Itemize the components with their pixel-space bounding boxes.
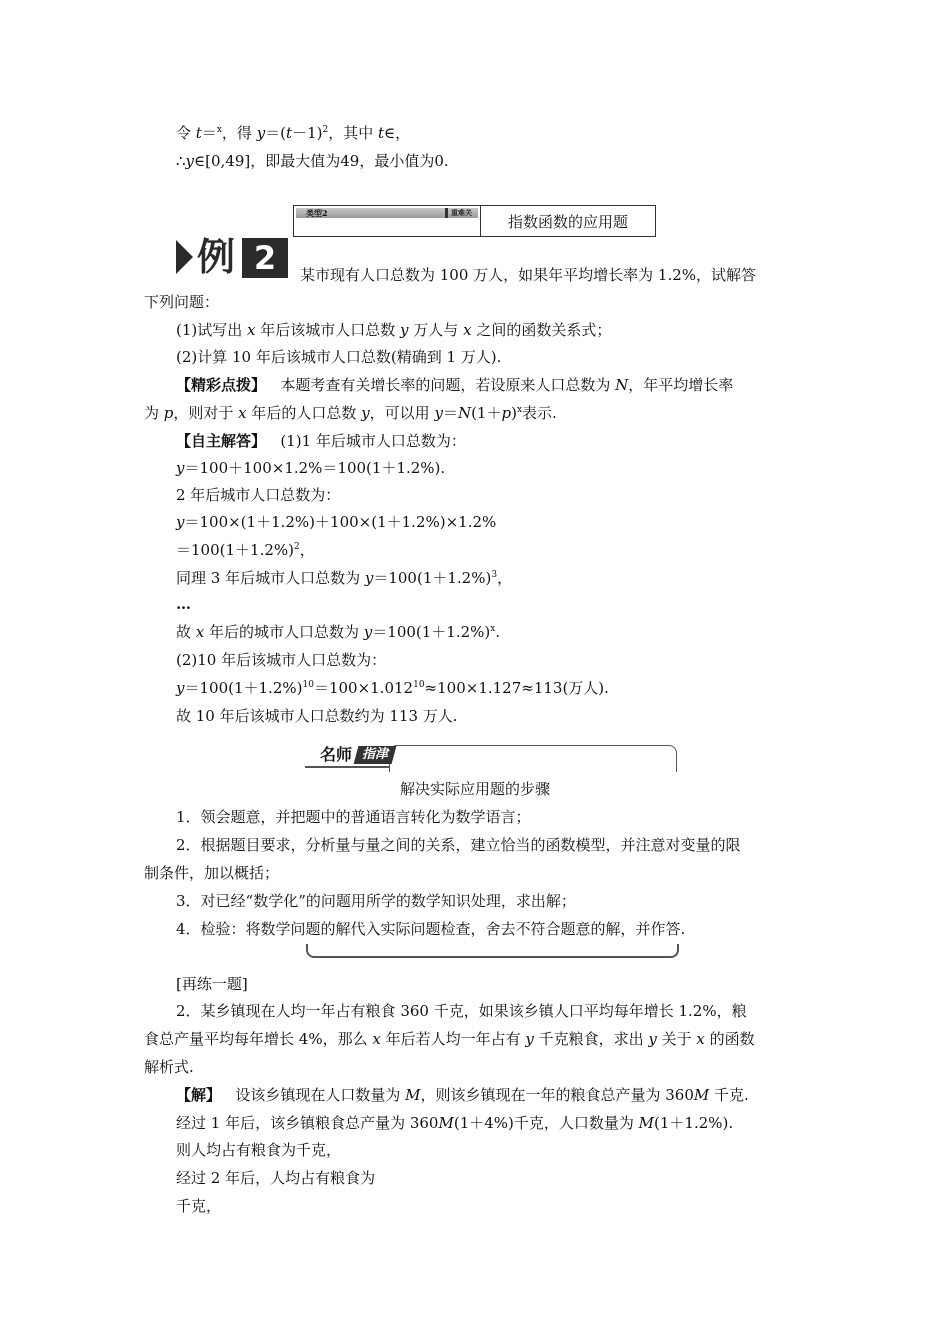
type-header bbox=[293, 205, 656, 237]
answer-line-5: 千克， bbox=[176, 1197, 222, 1215]
example-question-1: (1)试写出 x 年后该城市人口总数 y 万人与 x 之间的函数关系式； bbox=[176, 321, 612, 339]
tip-badge-label: 名师 bbox=[320, 745, 353, 764]
type-label: 类型2 bbox=[306, 208, 328, 218]
tip-step-3: 3．对已经“数学化”的问题用所学的数学知识处理，求出解； bbox=[176, 892, 576, 910]
example-question-2: (2)计算 10 年后该城市人口总数(精确到 1 万人). bbox=[176, 348, 502, 366]
solution-line-8: 故 x 年后的城市人口总数为 $y=100(1+1.2\%)^x$. bbox=[176, 623, 501, 641]
answer-line-3: 则人均占有粮食为千克， bbox=[176, 1141, 342, 1159]
tip-step-1: 1．领会题意，并把题中的普通语言转化为数学语言； bbox=[176, 808, 531, 826]
example-badge bbox=[176, 234, 288, 280]
tip-step-2-cont: 制条件，加以概括； bbox=[144, 864, 280, 882]
example-char: 例 bbox=[197, 235, 236, 279]
solution-line-1: 【自主解答】 (1)1 年后城市人口总数为： bbox=[176, 432, 466, 450]
tip-frame bbox=[389, 745, 677, 772]
tip-title: 解决实际应用题的步骤 bbox=[399, 780, 550, 798]
solution-line-3: 2 年后城市人口总数为： bbox=[176, 486, 341, 504]
solution-line-6: 同理 3 年后城市人口总数为 $y=100(1+1.2\%)^3$， bbox=[176, 569, 513, 587]
solution-line-ellipsis: … bbox=[176, 595, 191, 613]
intro-line-2: ∴y∈[0,49]，即最大值为49，最小值为0. bbox=[176, 152, 449, 170]
tip-step-2: 2．根据题目要求，分析量与量之间的关系，建立恰当的函数模型，并注意对变量的限 bbox=[176, 836, 741, 854]
tip-frame-line bbox=[305, 766, 389, 768]
arrow-icon bbox=[176, 240, 193, 274]
hint-line-1: 【精彩点拨】 本题考查有关增长率的问题，若设原来人口总数为 N，年平均增长率 bbox=[176, 376, 734, 394]
tip-step-4: 4．检验：将数学问题的解代入实际问题检查，舍去不符合题意的解，并作答. bbox=[176, 920, 686, 938]
solution-label: 【自主解答】 bbox=[176, 432, 267, 450]
example-problem-line-1: 某市现有人口总数为 100 万人，如果年平均增长率为 1.2%，试解答 bbox=[300, 266, 757, 284]
example-problem-line-2: 下列问题： bbox=[144, 293, 220, 311]
answer-line-4: 经过 2 年后，人均占有粮食为 bbox=[176, 1169, 376, 1187]
type-bar bbox=[296, 208, 478, 218]
solution-line-9: (2)10 年后该城市人口总数为： bbox=[176, 651, 387, 669]
practice-heading: [再练一题] bbox=[176, 975, 248, 993]
hint-label: 【精彩点拨】 bbox=[176, 376, 267, 394]
practice-line-2: 食总产量平均每年增长 4%，那么 x 年后若人均一年占有 y 千克粮食，求出 y 关于 x 的函数 bbox=[144, 1030, 755, 1048]
solution-line-10: $y=100(1+1.2\%)^{10}=100\times 1.012^{10}\approx 100\times 1.127\approx 113$(万人). bbox=[176, 679, 609, 697]
type-tag: 重难关 bbox=[451, 208, 472, 217]
practice-line-3: 解析式. bbox=[144, 1058, 194, 1076]
type-tag-mark bbox=[445, 208, 448, 218]
solution-line-11: 故 10 年后该城市人口总数约为 113 万人. bbox=[176, 707, 458, 725]
tip-badge-sublabel: 指津 bbox=[361, 747, 388, 762]
answer-line-1: 【解】 设该乡镇现在人口数量为 M，则该乡镇现在一年的粮食总产量为 360M 千克. bbox=[176, 1086, 749, 1104]
practice-line-1: 2．某乡镇现在人均一年占有粮食 360 千克，如果该乡镇人口平均每年增长 1.2%，粮 bbox=[176, 1002, 747, 1020]
example-number: 2 bbox=[253, 239, 277, 277]
solution-line-4: y＝100×(1＋1.2%)＋100×(1＋1.2%)×1.2% bbox=[176, 513, 497, 531]
tip-badge bbox=[320, 744, 394, 766]
solution-line-5: $=100(1+1.2\%)^2$， bbox=[176, 541, 315, 559]
tip-frame-bottom bbox=[306, 944, 679, 958]
answer-label: 【解】 bbox=[176, 1086, 222, 1104]
intro-line-1: 令 t＝$^x$，得 $y=(t-1)^2$，其中 t∈， bbox=[176, 124, 411, 142]
type-title: 指数函数的应用题 bbox=[507, 213, 628, 231]
hint-line-2: 为 p，则对于 x 年后的人口总数 y，可以用 $y=N(1+p)^x$表示. bbox=[144, 404, 557, 422]
solution-line-2: y＝100＋100×1.2%＝100(1＋1.2%). bbox=[176, 459, 446, 477]
example-number-box bbox=[242, 238, 288, 278]
answer-line-2: 经过 1 年后，该乡镇粮食总产量为 360M(1＋4%)千克，人口数量为 M(1＋1.2%). bbox=[176, 1114, 734, 1132]
